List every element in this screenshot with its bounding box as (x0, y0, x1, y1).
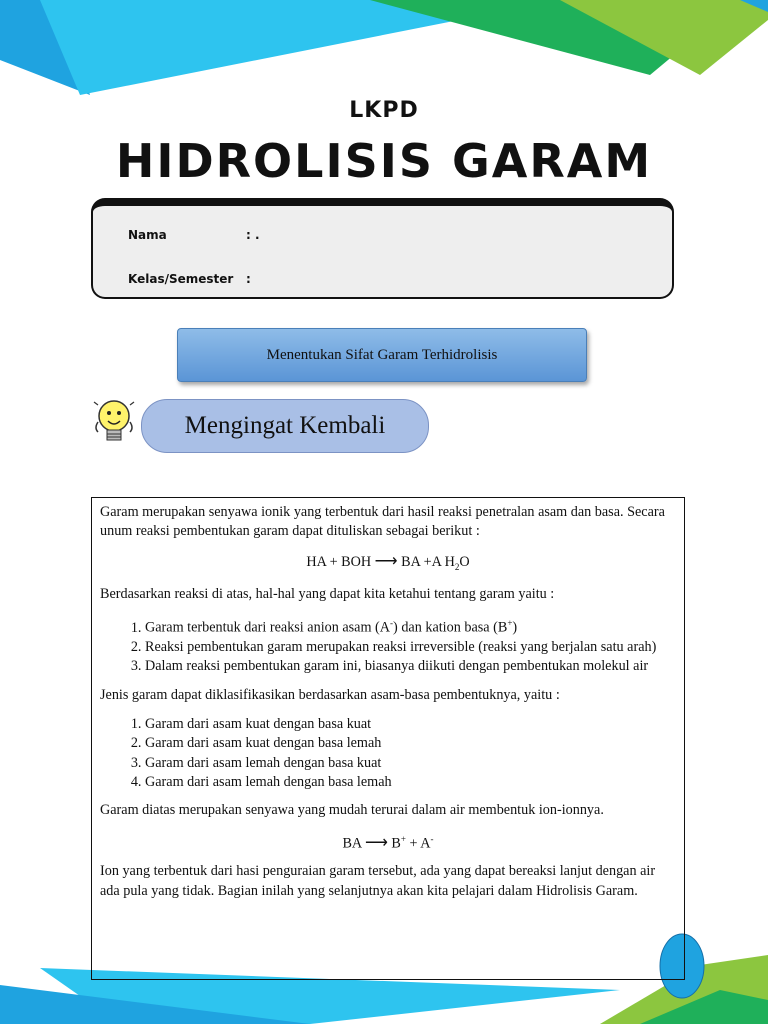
arrow-icon: ⟶ (374, 552, 398, 570)
eq1-tail: O (459, 553, 470, 570)
document-subtitle: LKPD (349, 98, 419, 123)
arrow-icon: ⟶ (364, 835, 388, 853)
eq2-anion: + A (405, 836, 431, 853)
name-value: : . (246, 228, 260, 242)
eq1-subscript: 2 (454, 561, 460, 572)
eq2-sup-1: + (400, 834, 406, 845)
eq1-right: BA +A H (401, 553, 455, 570)
list-item: 3. Garam dari asam lemah dengan basa kuat (145, 754, 676, 773)
list-item: 2. Reaksi pembentukan garam merupakan reaksi irreversible (reaksi yang berjalan satu arah) (145, 638, 676, 657)
item1-part-b: ) dan kation basa (B (393, 619, 508, 636)
eq2-cation: B (391, 836, 401, 853)
paragraph-4: Garam diatas merupakan senyawa yang mudah terurai dalam air membentuk ion-ionnya. (100, 802, 604, 819)
salt-types-list (100, 715, 676, 792)
intro-paragraph: Garam merupakan senyawa ionik yang terbentuk dari hasil reaksi penetralan asam dan basa. Secara unum reaksi pembentukan garam dapat dituliskan sebagai berikut : (100, 504, 665, 540)
eq2-sup-2: - (430, 834, 434, 845)
section-title: Mengingat Kembali (141, 399, 429, 453)
list-item: 4. Garam dari asam lemah dengan basa lemah (145, 773, 676, 792)
lightbulb-icon (92, 396, 136, 450)
name-label: Nama (128, 228, 167, 242)
list-item (145, 614, 676, 638)
item1-sup-2: + (507, 618, 513, 629)
item1-part-a: Garam terbentuk dari reaksi anion asam (A (145, 619, 391, 636)
class-value: : (246, 272, 251, 286)
document-title: HIDROLISIS GARAM (115, 134, 653, 188)
paragraph-2: Berdasarkan reaksi di atas, hal-hal yang dapat kita ketahui tentang garam yaitu : (100, 585, 555, 602)
list-item: 3. Dalam reaksi pembentukan garam ini, biasanya diikuti dengan pembentukan molekul air (145, 657, 676, 676)
paragraph-3: Jenis garam dapat diklasifikasikan berdasarkan asam-basa pembentuknya, yaitu : (100, 686, 560, 703)
list-item: 1. Garam dari asam kuat dengan basa kuat (145, 715, 676, 734)
salt-facts-list (100, 614, 676, 677)
item1-sup-1: - (390, 618, 394, 629)
identity-box (91, 198, 674, 299)
class-label: Kelas/Semester (128, 272, 234, 286)
topic-button[interactable]: Menentukan Sifat Garam Terhidrolisis (177, 328, 587, 382)
list-item: 2. Garam dari asam kuat dengan basa lemah (145, 734, 676, 753)
item1-part-c: ) (512, 619, 518, 636)
class-row (128, 272, 251, 286)
name-row (128, 228, 260, 242)
eq2-left: BA (342, 836, 362, 853)
paragraph-5: Ion yang terbentuk dari hasi penguraian garam tersebut, ada yang dapat bereaksi lanjut dengan air ada pula yang tidak. Bagian inilah yang selanjutnya akan kita pelajari dalam Hidrolisis Garam. (100, 863, 656, 899)
equation-salt-formation (100, 552, 676, 577)
eq1-left: HA + BOH (306, 553, 372, 570)
equation-salt-dissociation (100, 830, 676, 854)
content-box (91, 497, 685, 980)
